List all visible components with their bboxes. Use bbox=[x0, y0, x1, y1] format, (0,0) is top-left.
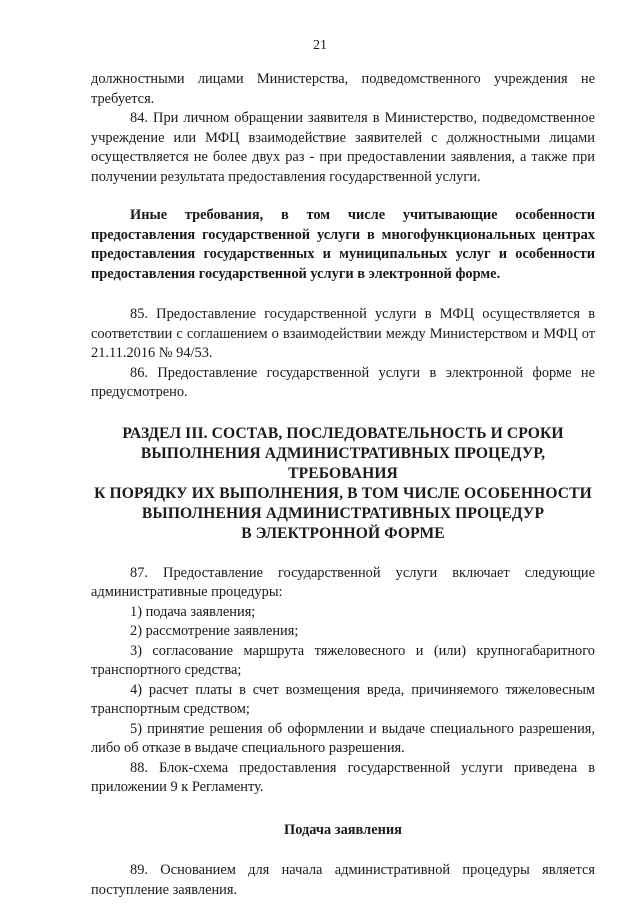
heading-submission: Подача заявления bbox=[284, 821, 402, 838]
list-item: 3) согласование маршрута тяжеловесного и (или) крупногабаритного транспортного средства; bbox=[91, 642, 595, 678]
paragraph-88: 88. Блок-схема предоставления государственной услуги приведена в приложении 9 к Регламенту. bbox=[91, 759, 595, 795]
list-item: 1) подача заявления; bbox=[130, 603, 256, 620]
page-number: 21 bbox=[313, 38, 327, 53]
list-item: 2) рассмотрение заявления; bbox=[130, 623, 299, 639]
list-item: 4) расчет платы в счет возмещения вреда, причиняемого тяжеловесным транспортным средством; bbox=[91, 681, 595, 717]
heading-other-requirements: Иные требования, в том числе учитывающие особенности предоставления государственной услуги в многофункциональных центрах предоставления государственных и муниципальных услуг и особенности предоставления государственной услуги в электронной форме. bbox=[91, 207, 595, 282]
paragraph-89: 89. Основанием для начала административной процедуры является поступление заявления. bbox=[91, 862, 595, 898]
paragraph-continuation: должностными лицами Министерства, подведомственного учреждения не требуется. bbox=[91, 71, 595, 107]
list-item: 5) принятие решения об оформлении и выдаче специального разрешения, либо об отказе в выдаче специального разрешения. bbox=[91, 720, 595, 756]
section-heading-line: РАЗДЕЛ III. СОСТАВ, ПОСЛЕДОВАТЕЛЬНОСТЬ И СРОКИ bbox=[122, 424, 564, 442]
paragraph-84: 84. При личном обращении заявителя в Министерство, подведомственное учреждение или МФЦ взаимодействие заявителей с должностными лицами осуществляется не более двух раз - при предоставлении заявления, а также при получении результата предоставления государственной услуги. bbox=[91, 110, 595, 185]
paragraph-87: 87. Предоставление государственной услуги включает следующие административные процедуры: bbox=[91, 564, 595, 600]
section-heading-line: В ЭЛЕКТРОННОЙ ФОРМЕ bbox=[241, 524, 445, 542]
section-heading bbox=[91, 424, 595, 544]
paragraph-85: 85. Предоставление государственной услуги в МФЦ осуществляется в соответствии с соглашением о взаимодействии между Министерством и МФЦ от 21.11.2016 № 94/53. bbox=[91, 306, 595, 361]
section-heading-line: ВЫПОЛНЕНИЯ АДМИНИСТРАТИВНЫХ ПРОЦЕДУР, ТРЕБОВАНИЯ bbox=[140, 444, 546, 482]
section-heading-line: К ПОРЯДКУ ИХ ВЫПОЛНЕНИЯ, В ТОМ ЧИСЛЕ ОСОБЕННОСТИ bbox=[94, 484, 592, 502]
section-heading-line: ВЫПОЛНЕНИЯ АДМИНИСТРАТИВНЫХ ПРОЦЕДУР bbox=[141, 504, 545, 522]
paragraph-86: 86. Предоставление государственной услуги в электронной форме не предусмотрено. bbox=[91, 364, 595, 400]
document-body bbox=[91, 70, 595, 900]
